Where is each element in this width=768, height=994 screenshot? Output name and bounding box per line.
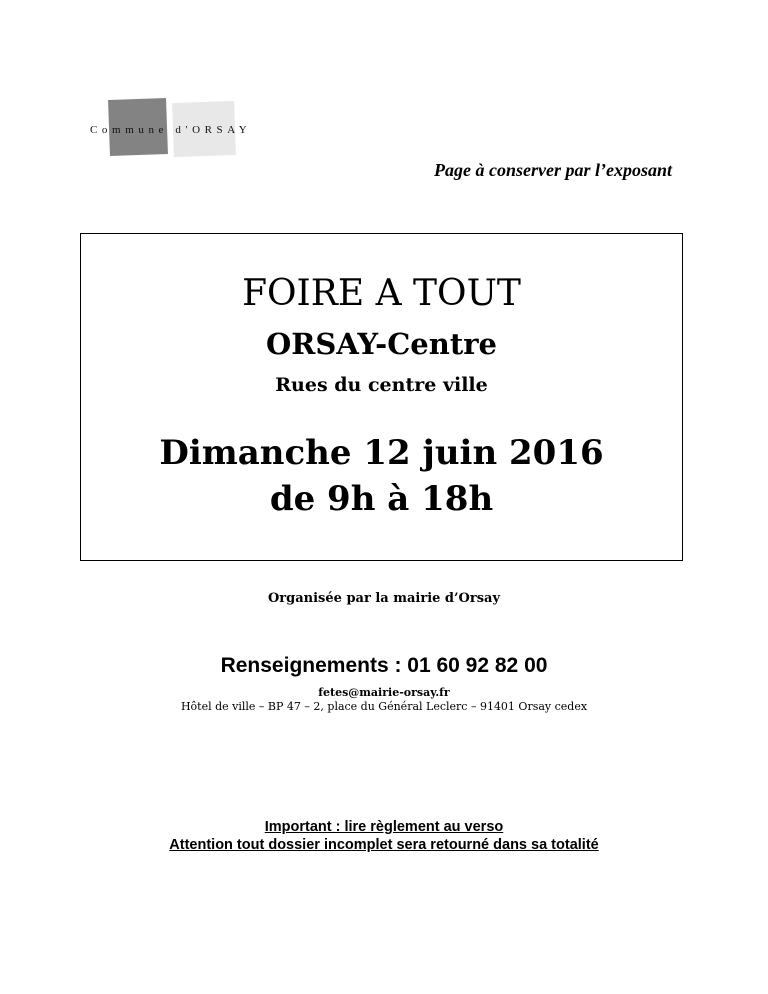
event-box	[80, 233, 683, 561]
event-date: Dimanche 12 juin 2016	[159, 433, 604, 473]
keep-page-note: Page à conserver par l’exposant	[434, 160, 672, 180]
info-address: Hôtel de ville – BP 47 – 2, place du Général Leclerc – 91401 Orsay cedex	[180, 700, 588, 713]
event-hours: de 9h à 18h	[269, 479, 494, 519]
warning-notice: Attention tout dossier incomplet sera retourné dans sa totalité	[169, 837, 599, 853]
important-notice: Important : lire règlement au verso	[264, 819, 504, 835]
info-email: fetes@mairie-orsay.fr	[318, 686, 450, 699]
info-phone: Renseignements : 01 60 92 82 00	[220, 654, 548, 677]
event-title: FOIRE A TOUT	[242, 273, 521, 314]
event-location: ORSAY-Centre	[266, 327, 497, 361]
commune-logo	[90, 96, 260, 160]
event-streets: Rues du centre ville	[275, 374, 488, 396]
organiser-line: Organisée par la mairie d’Orsay	[267, 591, 501, 606]
logo-text: Commune d'ORSAY	[90, 124, 252, 136]
